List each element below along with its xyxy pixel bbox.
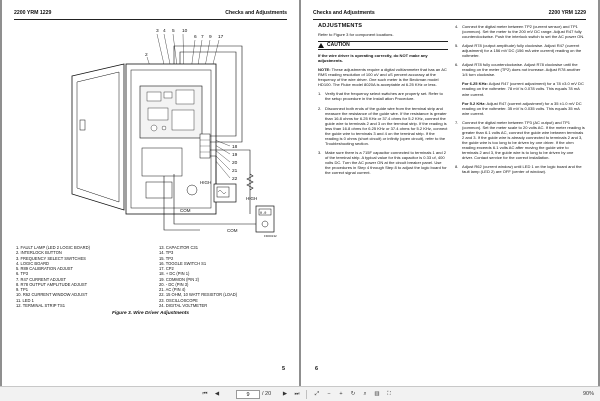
legend-item: 19. COMMON (PIN 2): [159, 276, 200, 282]
enclosure-door: [72, 64, 124, 210]
page-number-input[interactable]: [236, 390, 260, 399]
legend-item: 16. TOGGLE SWITCH S1: [159, 260, 207, 266]
callout-label: 18: [232, 145, 238, 150]
first-page-icon[interactable]: ⏮: [202, 391, 208, 397]
caution-banner: [318, 41, 448, 50]
page-right: [301, 0, 598, 386]
header-section-title: Checks and Adjustments: [313, 10, 375, 16]
step-number: 7.: [455, 119, 459, 125]
step-text: Adjust R78 (output amplitude) fully clockwise. Adjust R47 (current adjustment) for a 156 mV DC (156 mA wire current) reading on the voltmeter.: [462, 43, 582, 59]
wire-driver-diagram: [14, 24, 287, 239]
legend-item: 18. + DC (PIN 1): [159, 271, 190, 277]
step-number: 2.: [318, 105, 322, 111]
callout-label: 19: [232, 153, 238, 158]
legend-item: 20. - DC (PIN 3): [159, 281, 189, 287]
step-text: Connect the digital meter between TP2 (current sensor) and TP1 (common). Set the meter to the 200 mV DC range. Adjust R47 fully counterclockwise. Push the interlock switch to set the AC power ON.: [462, 24, 585, 40]
header-doc-number: 2200 YRM 1229: [548, 10, 586, 16]
legend-item: 13. CAPACITOR C31: [159, 245, 198, 250]
step-text: Adjust R62 (current window) until LED 1 on the logic board and the fault lamp (LED 2) are OFF (center of window).: [462, 164, 582, 175]
note-label: NOTE:: [318, 67, 331, 73]
steps-list: [318, 91, 448, 175]
legend-left: [16, 245, 90, 308]
callout-label: 22: [232, 177, 238, 182]
figure-code: FI000132: [264, 234, 277, 238]
fullscreen-icon[interactable]: ⛶: [387, 391, 391, 397]
high-label: HIGH: [246, 196, 258, 201]
figure-caption: Figure 3. Wire Driver Adjustments: [111, 311, 190, 316]
page-total: / 20: [262, 391, 272, 397]
note-block: [318, 67, 448, 87]
high-label: HIGH: [200, 180, 212, 185]
legend-item: 1. FAULT LAMP (LED 2 LOGIC BOARD): [16, 245, 90, 250]
legend-item: 24. DIGITAL VOLTMETER: [159, 302, 208, 308]
callout-label: 20: [232, 161, 238, 166]
legend-item: 15. TP2: [159, 255, 174, 261]
legend-item: 3. FREQUENCY SELECT SWITCHES: [16, 255, 86, 261]
page-number: 6: [315, 366, 319, 372]
step-item: [455, 43, 585, 58]
legend-item: 22. 15 OHM, 10 WATT RESISTOR (LOAD): [159, 292, 238, 298]
steps-list: [455, 24, 585, 77]
step-item: [318, 150, 448, 175]
callout-label: 7: [201, 35, 204, 40]
step-item: [455, 120, 585, 160]
fit-page-icon[interactable]: ⤢: [314, 391, 320, 397]
text-column-left: [318, 24, 448, 179]
step-number: 1.: [318, 91, 322, 97]
step-item: [455, 62, 585, 77]
legend-item: 14. TP3: [159, 250, 174, 256]
callout-label: 4: [163, 29, 166, 34]
legend-item: 9. TP1: [16, 287, 28, 292]
warning-icon: [318, 43, 324, 48]
freq-52-text: Adjust R47 (current adjustment) for a 35 ±1.0 mV DC reading on the voltmeter. 35 mV is 0.035 volts. This equals 35 mA wire current.: [462, 100, 582, 116]
rotate-icon[interactable]: ↻: [350, 391, 356, 397]
step-item: [455, 164, 585, 174]
legend-right: [159, 245, 237, 308]
prev-page-icon[interactable]: ◀: [214, 391, 220, 397]
note-text: These adjustments require a digital volt/ammeter that has an AC RMS reading resolution of 100 uV and uS percent accuracy at the frequency of the wire driver. One such meter is the Beckman model HD100. The Fluke model 8020A is acceptable at 6.25 KHz or less.: [318, 67, 447, 88]
freq-625-head: For 6.25 KHz:: [462, 81, 488, 87]
callout-label: 5: [172, 29, 175, 34]
legend-item: 17. CP2: [159, 266, 174, 271]
callout-label: 6: [194, 35, 197, 40]
zoom-out-icon[interactable]: −: [327, 391, 331, 397]
header-rule: [313, 19, 586, 20]
callout-label: 9: [209, 35, 212, 40]
intro-text: Refer to Figure 3 for component locations.: [318, 32, 394, 38]
step-text: Disconnect both ends of the guide wire from the terminal strip and measure the resistance of the guide wire. If the resistance is greater than 16.8 ohms for 6.25 KHz or 37.4 ohms for 5.2 KHz, connect the guide wire to terminals 2 and 3 on the terminal strip. If the reading is less than 16.8 ohms for 6.25 KHz or 37.4 ohms for 5.2 KHz, connect the guide wire to terminals 3 and 4 on the terminal strip. If the reading is 0 ohms (short circuit) or infinity (open circuit), refer to the Troubleshooting section.: [325, 105, 448, 146]
callout-label: 2: [145, 53, 148, 58]
step-item: [318, 91, 448, 101]
meter-display: 0.0: [260, 212, 267, 216]
legend-item: 5. R89 CALIBRATION ADJUST: [16, 266, 74, 271]
step-number: 3.: [318, 149, 322, 155]
legend-item: 21. AC (PIN 4): [159, 287, 186, 292]
legend-item: 23. OSCILLOSCOPE: [159, 297, 198, 303]
legend-item: 6. TP3: [16, 271, 28, 277]
zoom-in-icon[interactable]: +: [339, 391, 343, 397]
viewer-toolbar: [0, 386, 600, 401]
step-item: [318, 106, 448, 146]
page-left: [2, 0, 299, 386]
text-column-right: [455, 24, 585, 178]
callout-label: 3: [156, 29, 159, 34]
com-label: COM: [180, 208, 191, 213]
search-icon[interactable]: ⌕: [363, 391, 367, 397]
legend-item: 10. R62 CURRENT WINDOW ADJUST: [16, 292, 88, 298]
step-text: Connect the digital meter between TP3 (AC output) and TP1 (common). Set the meter scale to 20 volts AC. If the meter reading is greater than 6.1 volts AC, connect the guide wire between terminals 2 and 3. If the guide wire is already connected to terminals 2 and 3, the guide wire is too long to be driven by one driver. If the ohm reading exceeds 6.1 volts AC after moving the guide wire to terminals 2 and 3, the guide wire is to long to be driven by one driver. Contact service for the correct installation.: [462, 119, 585, 161]
step-number: 8.: [455, 164, 459, 170]
header-doc-number: 2200 YRM 1229: [14, 10, 52, 16]
page-number: 5: [281, 366, 285, 372]
legend-item: 4. LOGIC BOARD: [16, 260, 49, 266]
legend-item: 2. INTERLOCK BUTTON: [16, 250, 62, 256]
last-page-icon[interactable]: ⏭: [294, 391, 300, 397]
freq-52-block: [455, 101, 585, 116]
step-number: 6.: [455, 62, 459, 68]
callout-label: 10: [182, 29, 188, 34]
step-number: 5.: [455, 43, 459, 49]
legend-item: 11. LED 1: [16, 297, 34, 303]
zoom-level[interactable]: 90%: [582, 391, 594, 397]
com-label: COM: [227, 228, 238, 233]
caution-text: If the wire driver is operating correctly, do NOT make any adjustments.: [318, 53, 428, 64]
next-page-icon[interactable]: ▶: [282, 391, 288, 397]
callout-label: 21: [232, 169, 238, 174]
freq-52-head: For 5.2 KHz:: [462, 100, 486, 106]
toolbar-separator: [306, 390, 307, 399]
legend-item: 8. R78 OUTPUT AMPLITUDE ADJUST: [16, 281, 88, 287]
step-text: Make sure there is a 715F capacitor connected to terminals 1 and 2 of the terminal strip. A typical value for this capacitor is 0.33 uf, 400 volts DC. Turn the AC power ON at the circuit breaker panel. Use the procedures in Step 4 through Step 8 to adjust the logic board for the correct signal current.: [325, 149, 447, 176]
step-item: [455, 24, 585, 39]
caution-title: CAUTION: [327, 42, 350, 49]
step-text: Adjust R78 fully counterclockwise. Adjust R78 clockwise until the reading on the meter (TP2) does not increase. Adjust R78 another 1/4 turn clockwise.: [462, 62, 581, 78]
legend-item: 12. TERMINAL STRIP TS1: [16, 302, 65, 308]
legend-item: 7. R47 CURRENT ADJUST: [16, 276, 66, 282]
freq-625-text: Adjust R47 (current adjustment) for a 78 ±3.0 mV DC reading on the voltmeter. 78 mV is 0.078 volts. This equals 78 mA wire current.: [462, 81, 584, 97]
header-section-title: Checks and Adjustments: [225, 10, 287, 16]
steps-list: [455, 120, 585, 174]
callout-label: 17: [218, 35, 224, 40]
step-number: 4.: [455, 24, 459, 29]
section-title: ADJUSTMENTS: [318, 23, 363, 29]
freq-625-block: [455, 81, 585, 96]
header-rule: [14, 19, 287, 20]
step-text: Verify that the frequency select switches are properly set. Refer to the setup procedure in the Install ation Procedure.: [325, 91, 443, 102]
two-page-view-icon[interactable]: ▥: [374, 391, 380, 397]
